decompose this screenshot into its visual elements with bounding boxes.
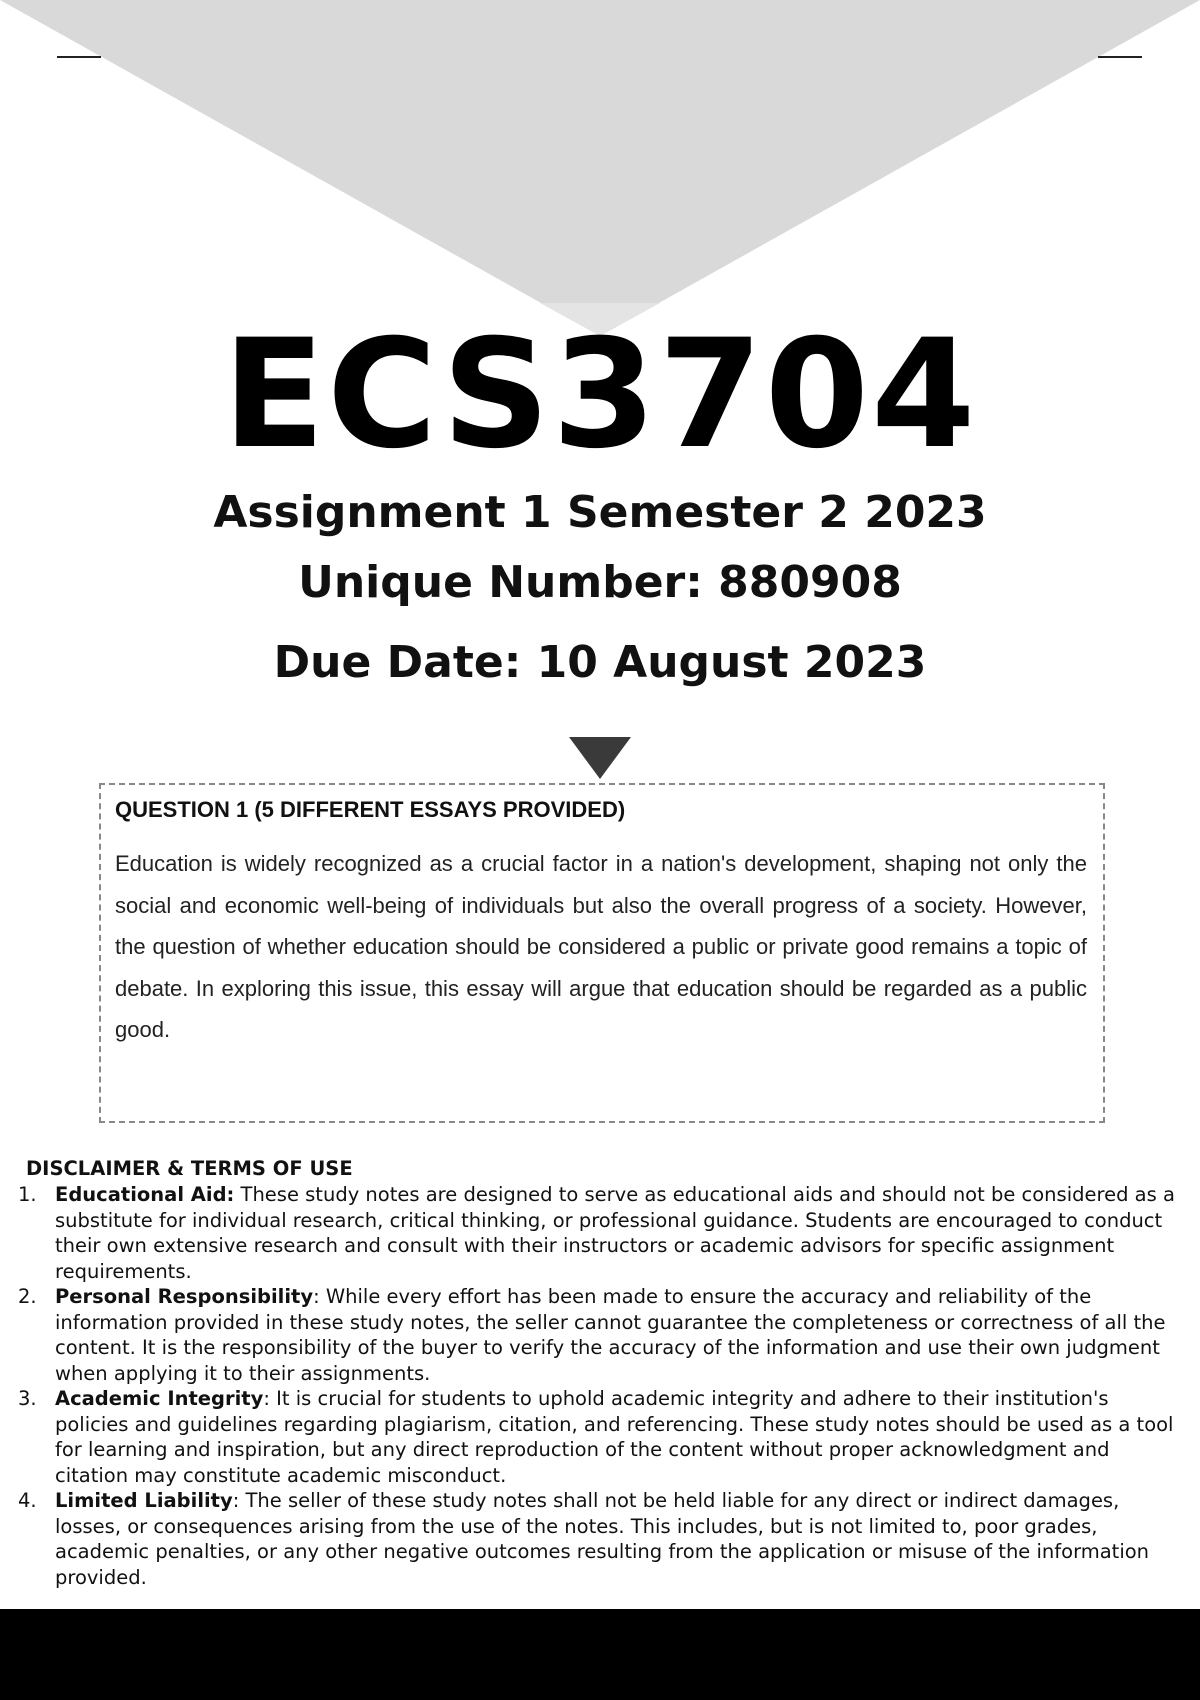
unique-number-subtitle: Unique Number: 880908 bbox=[298, 557, 902, 608]
disclaimer-item-personal-responsibility bbox=[16, 1284, 1188, 1386]
disclaimer-item-number: 4. bbox=[18, 1489, 37, 1512]
disclaimer-item-number: 1. bbox=[18, 1183, 37, 1206]
assignment-subtitle: Assignment 1 Semester 2 2023 bbox=[213, 487, 987, 538]
disclaimer-item-limited-liability bbox=[16, 1488, 1188, 1590]
header-chevron-decoration bbox=[0, 0, 1200, 340]
course-code-title: ECS3704 bbox=[222, 308, 978, 482]
disclaimer-item-term: Limited Liability bbox=[55, 1489, 233, 1512]
disclaimer-list bbox=[16, 1182, 1188, 1590]
down-triangle-icon bbox=[569, 737, 631, 779]
disclaimer-item-number: 2. bbox=[18, 1285, 37, 1308]
disclaimer-section bbox=[16, 1156, 1188, 1590]
due-date-subtitle: Due Date: 10 August 2023 bbox=[273, 637, 927, 688]
disclaimer-item-number: 3. bbox=[18, 1387, 37, 1410]
header-chevron-shape bbox=[0, 0, 1200, 336]
question-heading: QUESTION 1 (5 DIFFERENT ESSAYS PROVIDED) bbox=[115, 797, 626, 822]
disclaimer-item-text: These study notes are designed to serve as educational aids and should not be considered as a substitute for individual research, critical thinking, or professional guidance. Students are encouraged to conduct their own extensive research and consult with their instructors or academic advisors for specific assignment requirements. bbox=[55, 1183, 1175, 1283]
bottom-black-bar bbox=[0, 1609, 1200, 1700]
disclaimer-item-text: : It is crucial for students to uphold academic integrity and adhere to their institution's policies and guidelines regarding plagiarism, citation, and referencing. These study notes should be used as a tool for learning and inspiration, but any direct reproduction of the content without proper acknowledgment and citation may constitute academic misconduct. bbox=[55, 1387, 1174, 1487]
disclaimer-heading: DISCLAIMER & TERMS OF USE bbox=[26, 1157, 353, 1180]
disclaimer-item-term: Academic Integrity bbox=[55, 1387, 264, 1410]
corner-rule-left bbox=[57, 56, 101, 58]
disclaimer-item-educational-aid bbox=[16, 1182, 1188, 1284]
question-preview-box bbox=[99, 783, 1105, 1123]
disclaimer-item-academic-integrity bbox=[16, 1386, 1188, 1488]
disclaimer-item-term: Personal Responsibility bbox=[55, 1285, 314, 1308]
disclaimer-item-text: : The seller of these study notes shall not be held liable for any direct or indirect damages, losses, or consequences arising from the use of the notes. This includes, but is not limited to, poor grades, academic penalties, or any other negative outcomes resulting from the application or misuse of the information provided. bbox=[55, 1489, 1150, 1589]
disclaimer-item-term: Educational Aid: bbox=[55, 1183, 235, 1206]
disclaimer-item-text: : While every effort has been made to ensure the accuracy and reliability of the information provided in these study notes, the seller cannot guarantee the completeness or correctness of all the content. It is the responsibility of the buyer to verify the accuracy of the information and use their own judgment when applying it to their assignments. bbox=[55, 1285, 1166, 1385]
corner-rule-right bbox=[1098, 56, 1142, 58]
question-excerpt: Education is widely recognized as a crucial factor in a nation's development, shaping not only the social and economic well-being of individuals but also the overall progress of a society. However, the question of whether education should be considered a public or private good remains a topic of debate. In exploring this issue, this essay will argue that education should be regarded as a public good. bbox=[115, 851, 1087, 1042]
